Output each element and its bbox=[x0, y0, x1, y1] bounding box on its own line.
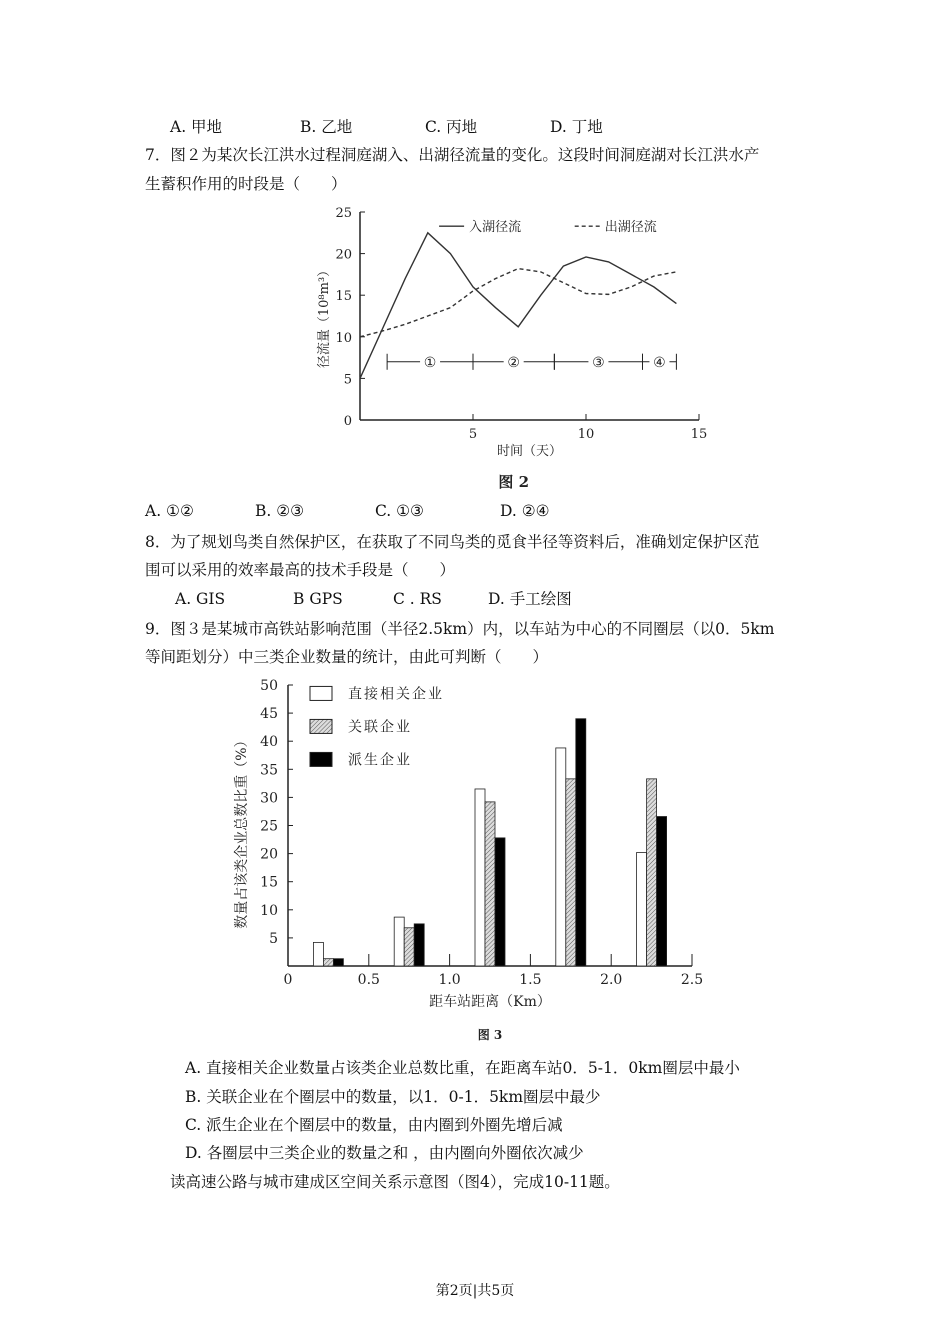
y-tick-label: 0 bbox=[343, 414, 352, 429]
bar-related bbox=[323, 959, 333, 966]
legend-swatch bbox=[310, 686, 332, 700]
q8-option-c: C . RS bbox=[393, 590, 442, 608]
x-tick-label: 10 bbox=[577, 427, 595, 442]
y-tick-label: 15 bbox=[335, 289, 352, 305]
q7-line1: 7．图２为某次长江洪水过程洞庭湖入、出湖径流量的变化。这段时间洞庭湖对长江洪水产 bbox=[145, 146, 760, 164]
q10-intro: 读高速公路与城市建成区空间关系示意图（图4），完成10-11题。 bbox=[170, 1173, 620, 1191]
bar-direct bbox=[394, 917, 404, 966]
x-tick-label: 0 bbox=[283, 972, 293, 988]
q6-options bbox=[170, 115, 603, 137]
q9-option-c: C. 派生企业在个圈层中的数量，由内圈到外圈先增后减 bbox=[185, 1116, 563, 1134]
x-tick-label: 1.0 bbox=[438, 972, 461, 988]
q6-option-c: C. 丙地 bbox=[425, 118, 478, 136]
x-tick-label: 15 bbox=[690, 427, 708, 442]
q7-option-d: D. ②④ bbox=[500, 502, 550, 520]
q8-option-d: D. 手工绘图 bbox=[488, 590, 572, 608]
bar-related bbox=[485, 802, 495, 966]
period-label: ② bbox=[507, 354, 520, 371]
x-tick-label: 2.5 bbox=[680, 972, 704, 988]
legend-label: 派生企业 bbox=[348, 752, 412, 769]
q7-options bbox=[145, 502, 550, 520]
q8-options bbox=[175, 587, 572, 609]
q7-line2: 生蓄积作用的时段是（ ） bbox=[145, 175, 347, 193]
runoff-line-chart bbox=[300, 195, 730, 495]
y-tick-label: 5 bbox=[343, 372, 352, 388]
legend-swatch bbox=[310, 752, 332, 766]
q7-option-a: A. ①② bbox=[145, 502, 194, 520]
y-axis-label: 径流量（10⁸m³） bbox=[317, 263, 332, 369]
page-footer: 第2页|共5页 bbox=[435, 1283, 515, 1299]
bar-related bbox=[404, 928, 414, 966]
y-tick-label: 20 bbox=[335, 247, 352, 263]
bar-derived bbox=[576, 719, 586, 966]
legend-label: 入湖径流 bbox=[469, 220, 522, 236]
bar-related bbox=[647, 779, 657, 966]
y-tick-label: 20 bbox=[260, 846, 278, 863]
y-tick-label: 50 bbox=[260, 678, 278, 694]
q8-line2: 围可以采用的效率最高的技术手段是（ ） bbox=[145, 561, 456, 579]
q8-option-b: B GPS bbox=[293, 590, 343, 608]
bar-related bbox=[566, 779, 576, 966]
y-tick-label: 10 bbox=[335, 330, 352, 346]
q6-option-a: A. 甲地 bbox=[170, 118, 223, 136]
bar-direct bbox=[637, 852, 647, 966]
x-tick-label: 1.5 bbox=[519, 972, 542, 988]
q9-line2: 等间距划分）中三类企业数量的统计，由此可判断（ ） bbox=[145, 648, 549, 666]
q7-option-b: B. ②③ bbox=[255, 502, 305, 520]
y-tick-label: 15 bbox=[260, 874, 278, 891]
x-axis-label: 距车站距离（Km） bbox=[429, 994, 551, 1010]
bar-direct bbox=[475, 789, 485, 966]
y-tick-label: 40 bbox=[260, 734, 278, 751]
legend-label: 出湖径流 bbox=[604, 220, 657, 236]
period-label: ③ bbox=[592, 354, 605, 371]
y-tick-label: 45 bbox=[260, 706, 278, 723]
q6-option-b: B. 乙地 bbox=[300, 118, 353, 136]
q7-option-c: C. ①③ bbox=[375, 502, 424, 520]
legend-label: 关联企业 bbox=[348, 719, 412, 736]
y-tick-label: 30 bbox=[260, 790, 278, 807]
bar-derived bbox=[657, 817, 667, 966]
x-axis-label: 时间（天） bbox=[496, 444, 563, 459]
bar-direct bbox=[556, 748, 566, 966]
y-axis-label: 数量占该类企业总数比重（%） bbox=[234, 733, 250, 929]
legend-swatch bbox=[310, 719, 332, 733]
y-tick-label: 5 bbox=[269, 930, 278, 947]
legend-label: 直接相关企业 bbox=[348, 686, 444, 703]
period-label: ④ bbox=[653, 354, 666, 371]
enterprise-bar-chart bbox=[220, 670, 720, 1050]
q9-line1: 9．图３是某城市高铁站影响范围（半径2.5km）内，以车站为中心的不同圈层（以0．5km bbox=[145, 620, 775, 638]
q6-option-d: D. 丁地 bbox=[550, 118, 603, 136]
bar-direct bbox=[313, 942, 323, 966]
y-tick-label: 10 bbox=[260, 902, 278, 919]
bar-derived bbox=[495, 838, 505, 966]
bar-derived bbox=[333, 959, 343, 966]
q9-option-d: D. 各圈层中三类企业的数量之和 ，由内圈向外圈依次减少 bbox=[185, 1144, 584, 1162]
chart-title: 图 3 bbox=[477, 1028, 503, 1042]
y-tick-label: 35 bbox=[260, 762, 278, 779]
q8-line1: 8．为了规划鸟类自然保护区，在获取了不同鸟类的觅食半径等资料后，准确划定保护区范 bbox=[145, 533, 760, 551]
y-tick-label: 25 bbox=[335, 206, 352, 221]
bar-derived bbox=[414, 924, 424, 966]
q9-option-b: B. 关联企业在个圈层中的数量，以1．0-1．5km圈层中最少 bbox=[185, 1088, 601, 1106]
period-label: ① bbox=[423, 354, 437, 371]
y-tick-label: 25 bbox=[260, 818, 278, 835]
q8-option-a: A. GIS bbox=[175, 590, 226, 608]
x-tick-label: 0.5 bbox=[357, 972, 380, 988]
chart-title: 图 2 bbox=[498, 473, 530, 491]
x-tick-label: 5 bbox=[468, 427, 478, 442]
q9-option-a: A. 直接相关企业数量占该类企业总数比重，在距离车站0．5-1．0km圈层中最小 bbox=[185, 1059, 740, 1077]
x-tick-label: 2.0 bbox=[600, 972, 623, 988]
